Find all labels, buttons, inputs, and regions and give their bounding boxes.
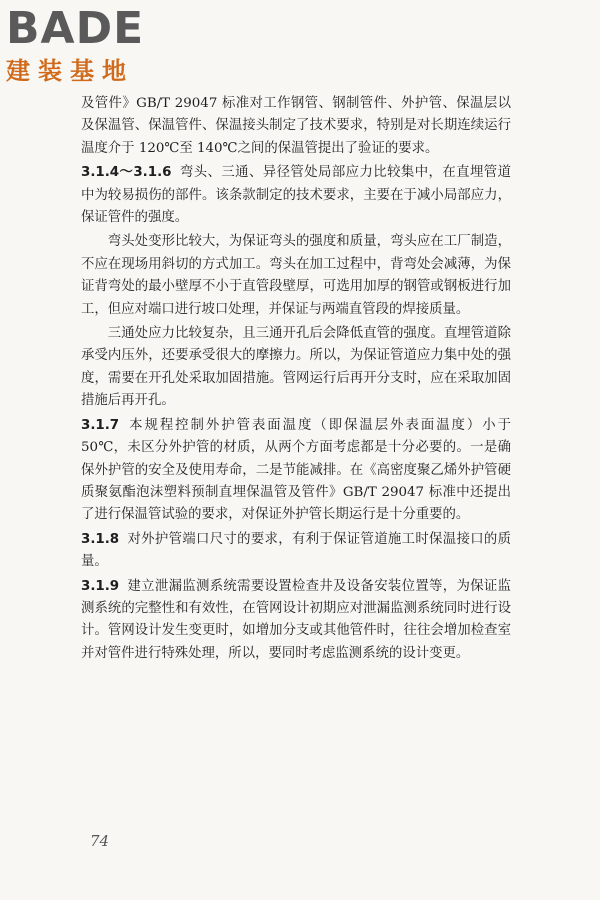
section-number: 3.1.4～3.1.6 [81,165,172,181]
paragraph [81,323,511,413]
page-body [81,93,511,667]
paragraph-text: 及管件》GB/T 29047 标准对工作钢管、钢制管件、外护管、保温层以及保温管、保温管件、保温接头制定了技术要求，特别是对长期连续运行温度介于 120℃至 140℃之间的保温管提出了验证的要求。 [81,96,511,156]
paragraph-text: 弯头处变形比较大，为保证弯头的强度和质量，弯头应在工厂制造，不应在现场用斜切的方式加工。弯头在加工过程中，背弯处会减薄，为保证背弯处的最小壁厚不小于直管段壁厚，可选用加厚的钢管或钢板进行加工，但应对端口进行坡口处理，并保证与两端直管段的焊接质量。 [81,234,511,317]
paragraph-text: 三通处应力比较复杂，且三通开孔后会降低直管的强度。直埋管道除承受内压外，还要承受很大的摩擦力。所以，为保证管道应力集中处的强度，需要在开孔处采取加固措施。管网运行后再开分支时，应在采取加固措施后再开孔。 [81,326,511,409]
logo-subtitle: 建装基地 [6,57,134,85]
paragraph [81,93,511,160]
section-number: 3.1.8 [81,531,120,547]
page-number: 74 [90,832,110,850]
paragraph [81,231,511,321]
paragraph [81,576,511,666]
section-number: 3.1.7 [81,417,120,433]
site-logo [6,4,176,86]
paragraph-text: 建立泄漏监测系统需要设置检查井及设备安装位置等，为保证监测系统的完整性和有效性，在管网设计初期应对泄漏监测系统同时进行设计。管网设计发生变更时，如增加分支或其他管件时，往往会增加检查室并对管件进行特殊处理，所以，要同时考虑监测系统的设计变更。 [81,578,511,661]
paragraph-text: 对外护管端口尺寸的要求，有利于保证管道施工时保温接口的质量。 [81,531,511,570]
paragraph-text: 弯头、三通、异径管处局部应力比较集中，在直埋管道中为较易损伤的部件。该条款制定的技术要求，主要在于减小局部应力，保证管件的强度。 [81,165,511,226]
section-number: 3.1.9 [81,578,120,594]
paragraph [81,415,511,527]
paragraph [81,529,511,574]
logo-wordmark: BADE [6,3,145,54]
paragraph-text: 本规程控制外护管表面温度（即保温层外表面温度）小于 50℃，未区分外护管的材质，从两个方面考虑都是十分必要的。一是确保外护管的安全及使用寿命，二是节能减排。在《高密度聚乙烯外护管硬质聚氨酯泡沫塑料预制直埋保温管及管件》GB/T 29047 标准中还提出了进行保温管试验的要求，对保证外护管长期运行是十分重要的。 [81,417,511,523]
paragraph [81,162,511,229]
